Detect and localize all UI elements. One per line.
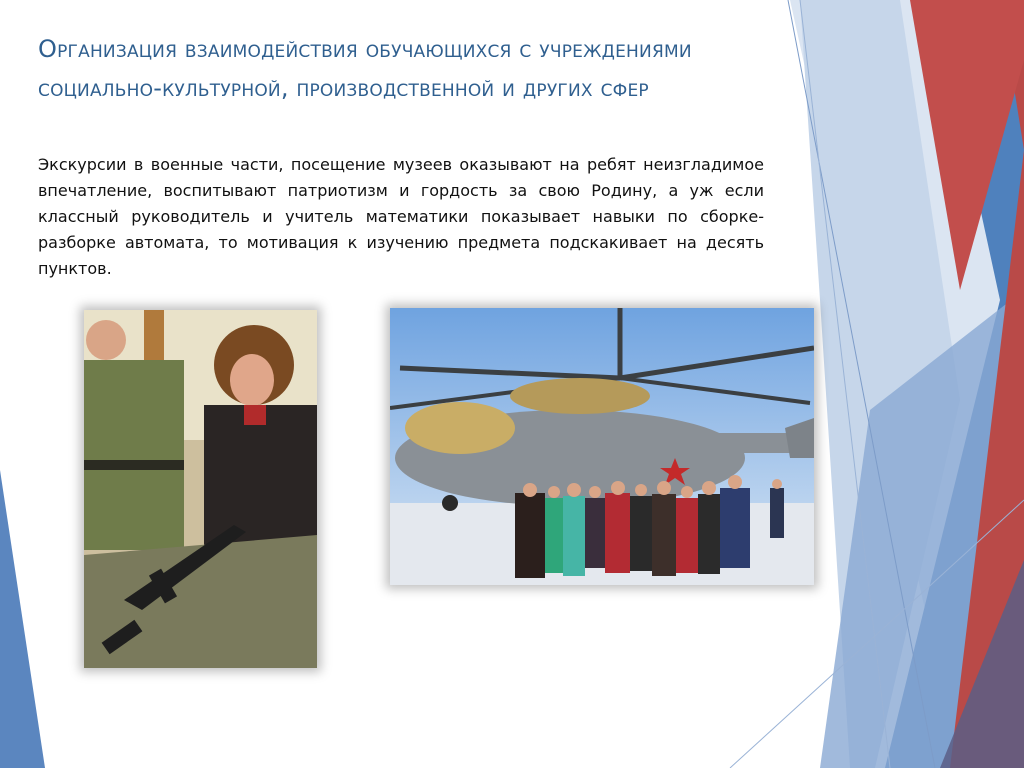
photo-helicopter-group — [390, 308, 814, 585]
photo-weapon-assembly — [84, 310, 317, 668]
slide-title: Организация взаимодействия обучающихся с учреждениями социально-культурной, производственной и других сфер — [38, 35, 692, 102]
slide-body-text: Экскурсии в военные части, посещение музеев оказывают на ребят неизгладимое впечатление, воспитывают патриотизм и гордость за свою Родину, а уж если классный руководитель и учитель математики показывает навыки по сборке-разборке автомата, то мотивация к изучению предмета подскакивает на десять пунктов. — [38, 155, 764, 278]
